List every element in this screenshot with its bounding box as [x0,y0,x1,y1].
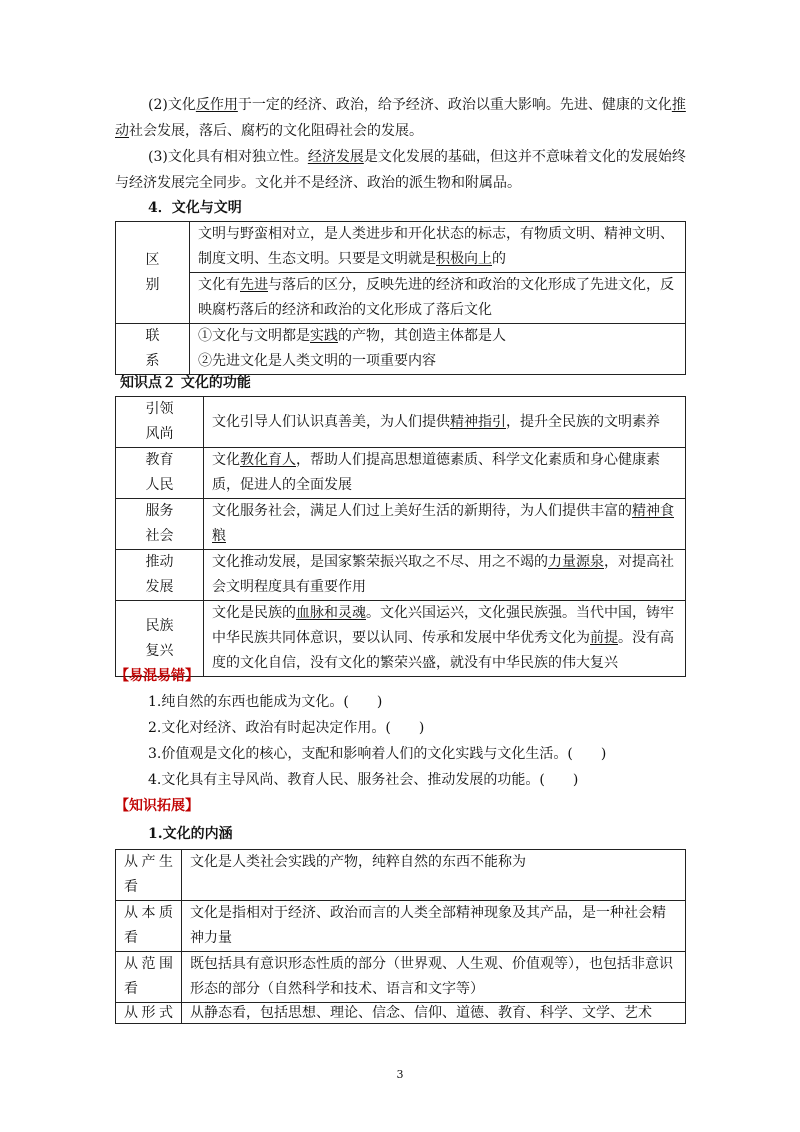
connotation-text: 从静态看，包括思想、理论、信念、信仰、道德、教育、科学、文学、艺术 [182,1003,686,1024]
difference-culture: 文化有先进与落后的区分，反映先进的经济和政治的文化形成了先进文化，反映腐朽落后的经济和政治的文化形成了落后文化 [190,273,686,324]
table-row [116,222,686,273]
connotation-text: 文化是人类社会实践的产物，纯粹自然的东西不能称为 [182,850,686,901]
culture-civilization-table [115,221,686,375]
heading-knowledge-extension: 【知识拓展】 [115,798,199,814]
table-row [116,601,686,677]
table-row [116,952,686,1003]
table-row [116,499,686,550]
label-national-rejuvenation: 民族复兴 [116,601,204,677]
label-lead-fashion: 引领风尚 [116,397,204,448]
label-educate-people: 教育人民 [116,448,204,499]
label-difference: 区别 [116,222,190,324]
page-number: 3 [396,1068,404,1081]
label-connection: 联系 [116,324,190,375]
label-from-form: 从形式 [116,1003,182,1024]
function-text: 文化服务社会，满足人们过上美好生活的新期待，为人们提供丰富的精神食粮 [204,499,686,550]
function-text: 文化引导人们认识真善美，为人们提供精神指引，提升全民族的文明素养 [204,397,686,448]
function-text: 文化教化育人，帮助人们提高思想道德素质、科学文化素质和身心健康素质，促进人的全面发展 [204,448,686,499]
section-title-culture-civilization: 4．文化与文明 [148,200,242,216]
label-promote-development: 推动发展 [116,550,204,601]
table-row [116,397,686,448]
connotation-text: 既包括具有意识形态性质的部分（世界观、人生观、价值观等），也包括非意识形态的部分（自然科学和技术、语言和文字等） [182,952,686,1003]
table-row [116,850,686,901]
table-row [116,550,686,601]
subtitle-culture-connotation: 1.文化的内涵 [148,826,233,842]
connotation-text: 文化是指相对于经济、政治而言的人类全部精神现象及其产品，是一种社会精神力量 [182,901,686,952]
section-title-culture-functions: 知识点２ 文化的功能 [120,375,251,391]
label-from-origin: 从产生看 [116,850,182,901]
table-row [116,901,686,952]
culture-connotation-table [115,849,686,1024]
table-row [116,1003,686,1024]
function-text: 文化是民族的血脉和灵魂。文化兴国运兴，文化强民族强。当代中国，铸牢中华民族共同体意识，要以认同、传承和发展中华优秀文化为前提。没有高度的文化自信，没有文化的繁荣兴盛，就没有中华民族的伟大复兴 [204,601,686,677]
quiz-item-3: 3.价值观是文化的核心，支配和影响着人们的文化实践与文化生活。( ) [148,746,607,762]
label-from-essence: 从本质看 [116,901,182,952]
function-text: 文化推动发展，是国家繁荣振兴取之不尽、用之不竭的力量源泉，对提高社会文明程度具有重要作用 [204,550,686,601]
table-row [116,324,686,375]
connection-text: ①文化与文明都是实践的产物，其创造主体都是人 ②先进文化是人类文明的一项重要内容 [190,324,686,375]
label-serve-society: 服务社会 [116,499,204,550]
quiz-item-4: 4.文化具有主导风尚、教育人民、服务社会、推动发展的功能。( ) [148,772,579,788]
culture-functions-table [115,396,686,677]
table-row [116,273,686,324]
label-from-scope: 从范围看 [116,952,182,1003]
quiz-item-2: 2.文化对经济、政治有时起决定作用。( ) [148,720,425,736]
difference-civilization: 文明与野蛮相对立，是人类进步和开化状态的标志，有物质文明、精神文明、制度文明、生态文明。只要是文明就是积极向上的 [190,222,686,273]
table-row [116,448,686,499]
quiz-item-1: 1.纯自然的东西也能成为文化。( ) [148,694,383,710]
paragraph-culture-reaction: (2)文化反作用于一定的经济、政治，给予经济、政治以重大影响。先进、健康的文化推动社会发展，落后、腐朽的文化阻碍社会的发展。 [115,97,686,139]
heading-easy-confuse: 【易混易错】 [115,668,199,684]
paragraph-culture-independence: (3)文化具有相对独立性。经济发展是文化发展的基础，但这并不意味着文化的发展始终与经济发展完全同步。文化并不是经济、政治的派生物和附属品。 [115,149,686,191]
